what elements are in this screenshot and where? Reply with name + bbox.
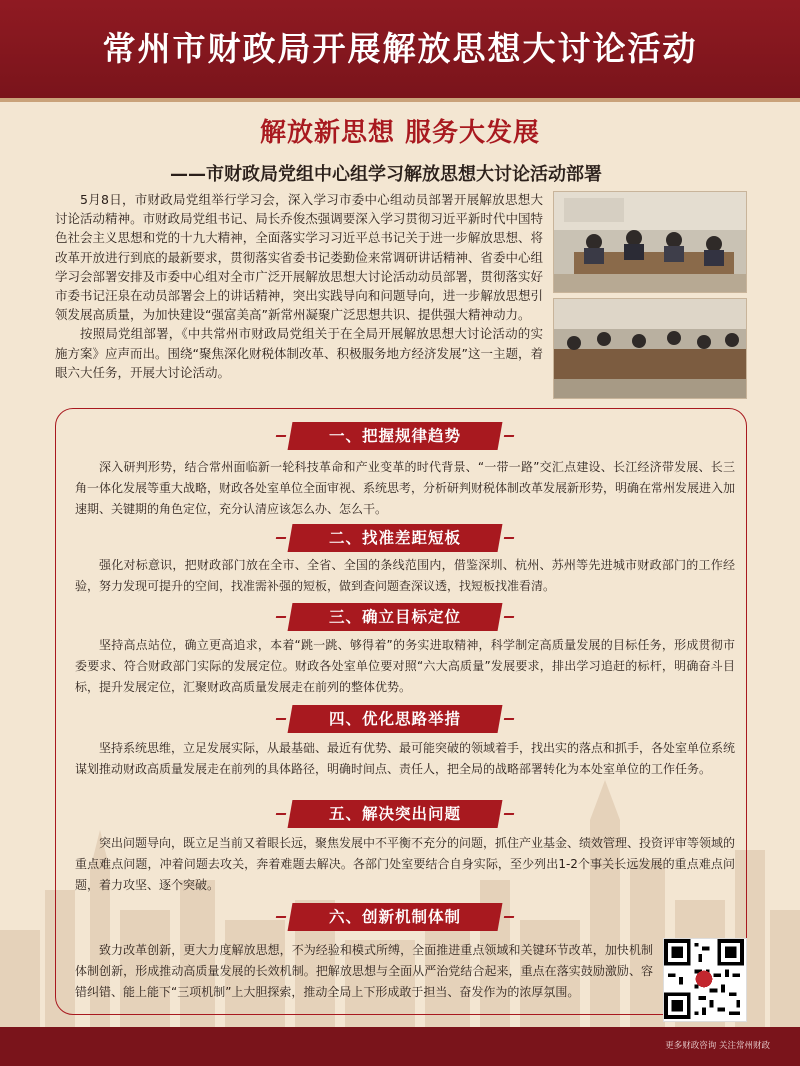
meeting-photo <box>553 298 747 399</box>
section-body: 突出问题导向，既立足当前又着眼长远，聚焦发展中不平衡不充分的问题，抓住产业基金、绩效管理、投资评审等领域的重点难点问题，冲着问题去攻关，奔着难题去解决。各部门处室要结合自身实际，至少列出1-2个事关长远发展的重点难点问题，着力攻坚、逐个突破。 <box>75 836 736 892</box>
header-banner <box>0 0 800 98</box>
section-title: 三、确立目标定位 <box>288 603 503 631</box>
section-body: 坚持高点站位，确立更高追求，本着“跳一跳、够得着”的务实进取精神，科学制定高质量发展的目标任务，形成贯彻市委要求、符合财政部门实际的发展定位。财政各处室单位要对照“六大高质量”发展要求，排出学习追赶的标杆，明确奋斗目标，提升发展定位，汇聚财政高质量发展走在前列的整体优势。 <box>75 638 735 694</box>
section-body: 深入研判形势，结合常州面临新一轮科技革命和产业变革的时代背景、“一带一路”交汇点建设、长江经济带发展、长三角一体化发展等重大战略，财政各处室单位全面审视、系统思考，分析研判财税体制改革发展新形势，明确在常州发展进入加速期、关键期的角色定位，充分认清应该怎么办、怎么干。 <box>75 460 736 516</box>
footer-bar <box>0 1027 800 1066</box>
meeting-photo <box>553 191 747 293</box>
section-body: 坚持系统思维，立足发展实际，从最基础、最近有优势、最可能突破的领域着手，找出实的落点和抓手，各处室单位系统谋划推动财政高质量发展走在前列的具体路径，明确时间点、责任人，把全局的战略部署转化为本处室单位的工作任务。 <box>75 741 736 776</box>
section-title: 六、创新机制体制 <box>288 903 503 931</box>
section-title: 二、找准差距短板 <box>288 524 503 552</box>
qr-code[interactable] <box>663 938 747 1022</box>
footer-note: 更多财政咨询 关注常州财政 <box>665 1041 770 1051</box>
intro-paragraph: 按照局党组部署，《中共常州市财政局党组关于在全局开展解放思想大讨论活动的实施方案》应声而出。围绕“聚焦深化财税体制改革、积极服务地方经济发展”这一主题，着眼六大任务，开展大讨论活动。 <box>55 326 543 380</box>
section-title: 五、解决突出问题 <box>288 800 503 828</box>
article-headline: 解放新思想 服务大发展 <box>259 118 541 148</box>
section-body: 强化对标意识，把财政部门放在全市、全省、全国的条线范围内，借鉴深圳、杭州、苏州等先进城市财政部门的工作经验，努力发现可提升的空间，找准需补强的短板，做到查问题查深议透，找短板找准看清。 <box>75 558 735 593</box>
section-title: 一、把握规律趋势 <box>288 422 503 450</box>
page-title: 常州市财政局开展解放思想大讨论活动 <box>102 29 698 68</box>
intro-text <box>55 190 543 382</box>
header-divider <box>0 98 800 102</box>
section-body: 致力改革创新，更大力度解放思想，不为经验和模式所缚，全面推进重点领域和关键环节改革，加快机制体制创新，形成推动高质量发展的长效机制。把解放思想与全面从严治党结合起来，重点在落实鼓励激励、容错纠错、能上能下“三项机制”上大胆探索，推动全局上下形成敢于担当、奋发作为的浓厚氛围。 <box>75 943 653 999</box>
intro-paragraph: 5月8日，市财政局党组举行学习会，深入学习市委中心组动员部署开展解放思想大讨论活动精神。市财政局党组书记、局长乔俊杰强调要深入学习贯彻习近平新时代中国特色社会主义思想和党的十九大精神，全面落实学习习近平总书记关于进一步解放思想、将改革开放进行到底的最新要求，贯彻落实省委书记娄勤俭来常调研讲话精神、省委中心组学习会部署安排及市委中心组对全市广泛开展解放思想大讨论活动动员部署，贯彻落实好市委书记汪泉在动员部署会上的讲话精神，突出实践导向和问题导向，进一步解放思想引领发展高质量，为加快建设“强富美高”新常州凝聚广泛思想共识、提供强大精神动力。 <box>55 192 543 323</box>
section-title: 四、优化思路举措 <box>288 705 503 733</box>
article-subheadline: ——市财政局党组中心组学习解放思想大讨论活动部署 <box>170 164 602 185</box>
